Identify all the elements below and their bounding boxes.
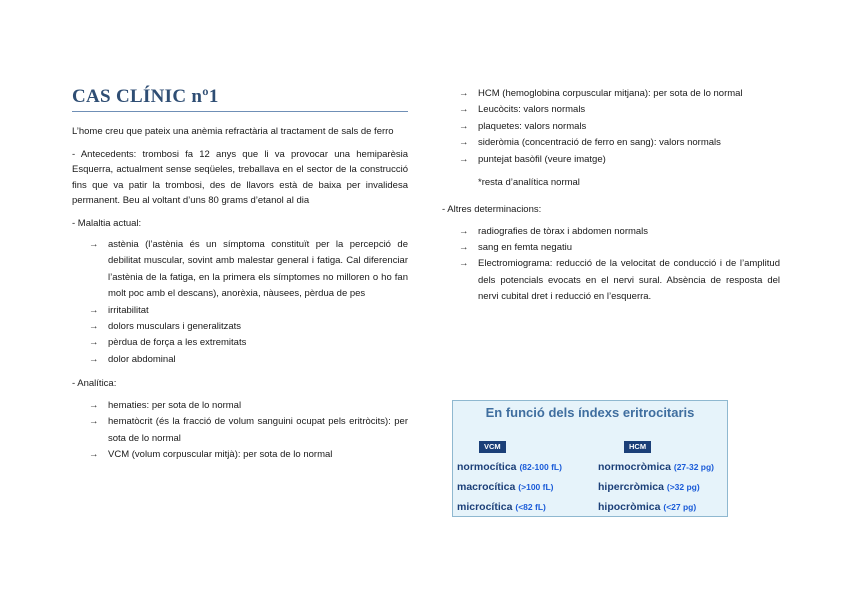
intro-paragraph: L’home creu que pateix una anèmia refractària al tractament de sals de ferro [72, 126, 394, 137]
arrow-icon: → [459, 225, 469, 237]
erythrocyte-index-figure [452, 400, 728, 517]
antecedents-paragraph: - Antecedents: trombosi fa 12 anys que li va provocar una hemiparèsia Esquerra, actualment sense seqüeles, treballava en el sector de la construcció fins que va patir la trombosi, des de llavors està de baixa per invalidesa permanent. Beu al voltant d’uns 80 grams d’etanol al dia [72, 148, 408, 206]
arrow-icon: → [459, 258, 469, 270]
list-item: → Electromiograma: reducció de la velocitat de conducció i de l’amplitud dels potencials evocats en el nervi sural. Absència de resposta del nervi cubital dret i reducció en l’esquerra. [459, 258, 780, 303]
vcm-row: macrocítica (>100 fL) [457, 481, 554, 493]
list-item: → Leucòcits: valors normals [459, 102, 780, 118]
left-column [72, 86, 408, 471]
arrow-icon: → [459, 241, 469, 253]
list-item: → pèrdua de força a les extremitats [89, 335, 408, 351]
list-item: → sang en femta negatiu [459, 240, 780, 256]
list-item: → dolors musculars i generalitzats [89, 319, 408, 335]
vcm-row: microcítica (<82 fL) [457, 501, 546, 513]
list-item: → irritabilitat [89, 303, 408, 319]
list-item: → astènia (l’astènia és un símptoma constituït per la percepció de debilitat muscular, sovint amb malestar general i fatiga. Cal diferenciar l’astènia de la fatiga, en la primera els símptomes no milloren o ho fan molt poc amb el descans), anorèxia, nàusees, pèrdua de pes [89, 239, 408, 300]
arrow-icon: → [459, 120, 469, 132]
arrow-icon: → [459, 104, 469, 116]
vcm-tag: VCM [479, 441, 506, 453]
list-item: → hematies: per sota de lo normal [89, 398, 408, 414]
hcm-tag: HCM [624, 441, 651, 453]
arrow-icon: → [89, 448, 99, 460]
page-title: CAS CLÍNIC nº1 [72, 86, 408, 112]
arrow-icon: → [89, 304, 99, 316]
hcm-row: hipercròmica (>32 pg) [598, 481, 700, 493]
malaltia-heading: - Malaltia actual: [72, 217, 142, 229]
right-column [442, 86, 780, 314]
arrow-icon: → [459, 137, 469, 149]
malaltia-list [72, 237, 408, 368]
list-item: → VCM (volum corpuscular mitjà): per sota de lo normal [89, 447, 408, 463]
arrow-icon: → [89, 321, 99, 333]
arrow-icon: → [459, 88, 469, 99]
arrow-icon: → [459, 153, 469, 165]
list-item: → plaquetes: valors normals [459, 119, 780, 135]
analitica-continued-list [442, 86, 780, 168]
list-item: → sideròmia (concentració de ferro en sang): valors normals [459, 135, 780, 151]
analitica-list [72, 398, 408, 464]
list-item: → dolor abdominal [89, 352, 408, 368]
arrow-icon: → [89, 353, 99, 365]
hcm-row: hipocròmica (<27 pg) [598, 501, 697, 513]
arrow-icon: → [89, 416, 99, 428]
arrow-icon: → [89, 399, 99, 411]
altres-list [442, 224, 780, 306]
altres-heading: - Altres determinacions: [442, 204, 542, 216]
arrow-icon: → [89, 337, 99, 349]
analitica-heading: - Analítica: [72, 378, 117, 390]
arrow-icon: → [89, 239, 99, 250]
hcm-row: normocròmica (27-32 pg) [598, 461, 715, 473]
list-item: → hematòcrit (és la fracció de volum sanguini ocupat pels eritròcits): per sota de lo normal [89, 416, 408, 444]
list-item: → radiografies de tòrax i abdomen normals [459, 224, 780, 240]
list-item: → HCM (hemoglobina corpuscular mitjana): per sota de lo normal [459, 86, 780, 102]
figure-title: En funció dels índexs eritrocitaris [485, 405, 695, 420]
list-item: → puntejat basòfil (veure imatge) [459, 152, 780, 168]
vcm-row: normocítica (82-100 fL) [457, 461, 562, 473]
analitica-note: *resta d’analítica normal [478, 177, 580, 189]
